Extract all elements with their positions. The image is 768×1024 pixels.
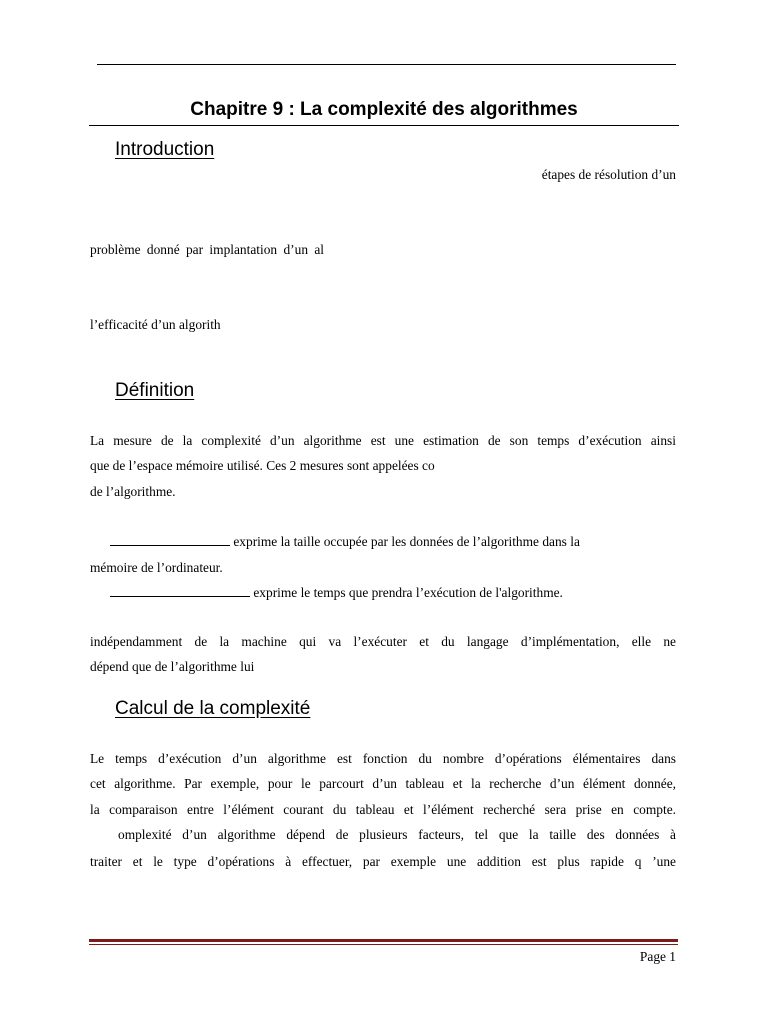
- header-top-rule: [97, 64, 676, 65]
- temporal-complexity-line: [110, 585, 563, 601]
- temporal-term-blank: [110, 586, 250, 597]
- calcul-heading: Calcul de la complexité: [115, 698, 311, 719]
- definition-heading: Définition: [115, 380, 195, 401]
- calcul-line-2: cet algorithme. Par exemple, pour le parcourt d’un tableau et la recherche d’un élément donnée,: [90, 776, 676, 791]
- title-underline-rule: [89, 125, 679, 126]
- definition-para3-line1: indépendamment de la machine qui va l’exécuter et du langage d’implémentation, elle ne: [90, 634, 676, 649]
- definition-para1-line2: que de l’espace mémoire utilisé. Ces 2 mesures sont appelées co: [90, 458, 435, 473]
- footer-rule-thin: [89, 944, 678, 945]
- chapter-title: Chapitre 9 : La complexité des algorithmes: [190, 99, 578, 120]
- intro-line-3: l’efficacité d’un algorith: [90, 317, 221, 332]
- spatial-complexity-line1: [110, 534, 580, 550]
- page-number: Page 1: [639, 949, 676, 964]
- intro-line-2: problème donné par implantation d’un al: [90, 242, 325, 257]
- calcul-line-1: Le temps d’exécution d’un algorithme est fonction du nombre d’opérations élémentaires dans: [90, 751, 676, 766]
- definition-para1-line3: de l’algorithme.: [90, 484, 176, 499]
- spatial-complexity-line2: mémoire de l’ordinateur.: [90, 560, 223, 575]
- spatial-complexity-text: exprime la taille occupée par les données de l’algorithme dans la: [233, 534, 580, 549]
- footer-rule-thick: [89, 939, 678, 942]
- calcul-line-5: traiter et le type d’opérations à effectuer, par exemple une addition est plus rapide q ’une: [90, 854, 676, 869]
- calcul-line-3: la comparaison entre l’élément courant du tableau et l’élément recherché sera prise en compte.: [90, 802, 676, 817]
- introduction-heading: Introduction: [115, 139, 215, 160]
- definition-para1-line1: La mesure de la complexité d’un algorithme est une estimation de son temps d’exécution ainsi: [90, 433, 676, 448]
- temporal-complexity-text: exprime le temps que prendra l’exécution de l'algorithme.: [253, 585, 563, 600]
- calcul-line-4: omplexité d’un algorithme dépend de plusieurs facteurs, tel que la taille des données à: [118, 827, 676, 842]
- definition-para3-line2: dépend que de l’algorithme lui: [90, 659, 255, 674]
- spatial-term-blank: [110, 535, 230, 546]
- intro-line-1: étapes de résolution d’un: [541, 167, 676, 182]
